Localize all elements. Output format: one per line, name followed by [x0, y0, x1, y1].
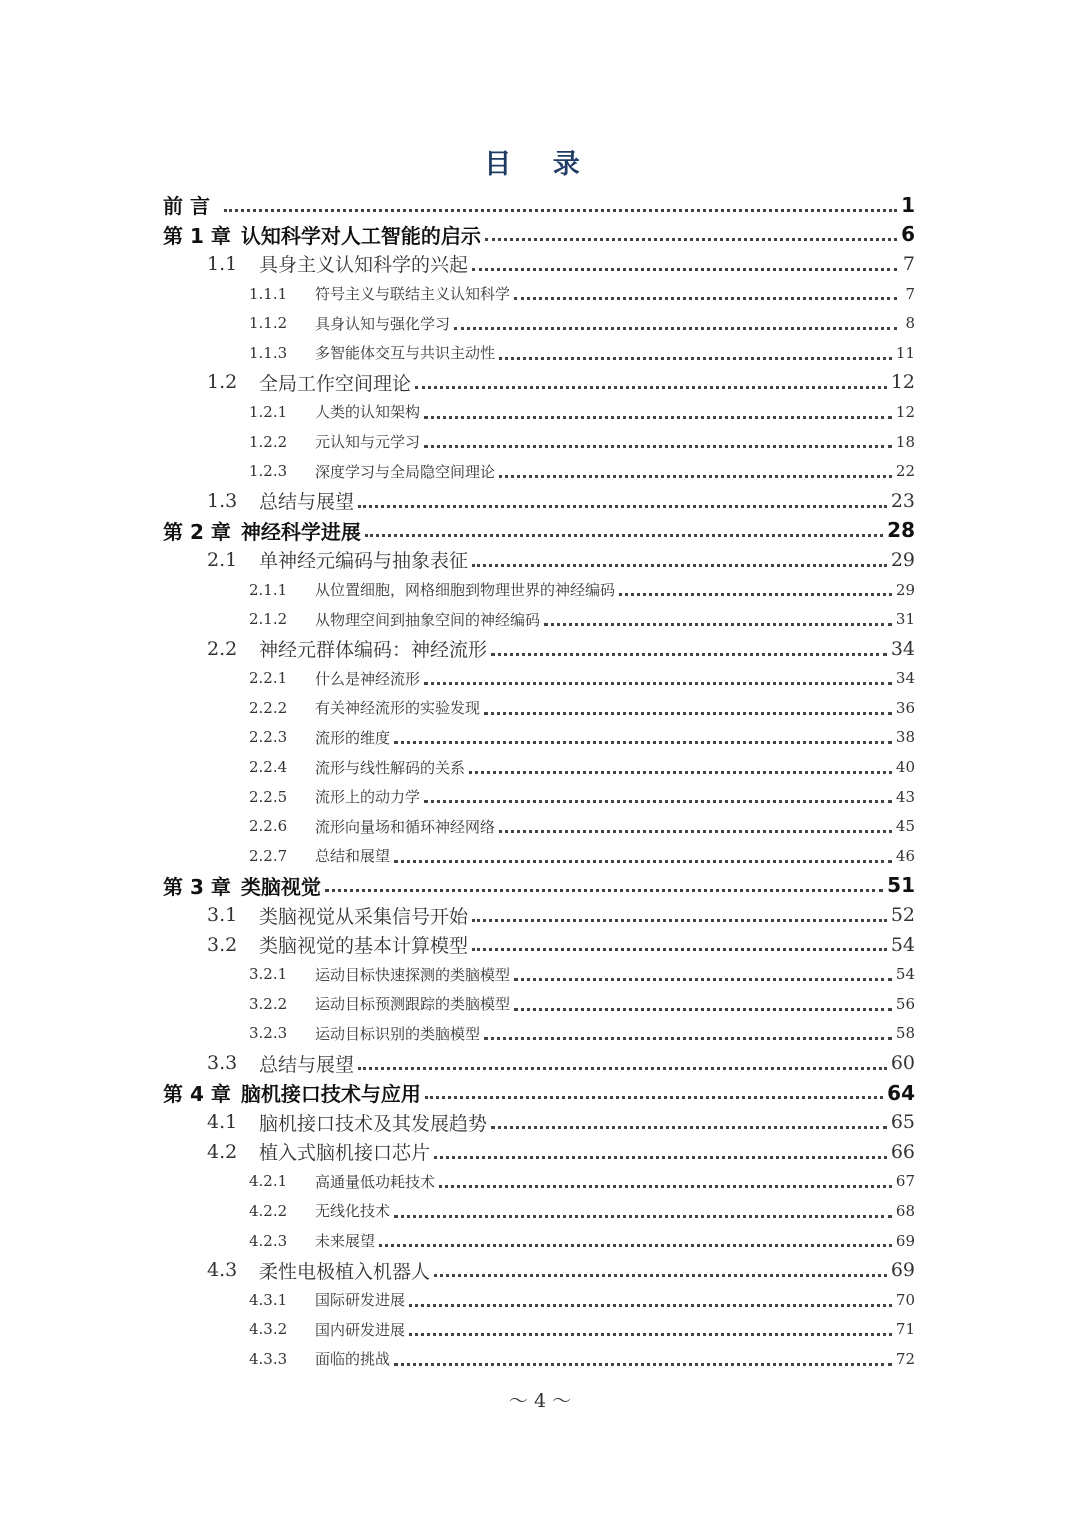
toc-entry[interactable] — [163, 1344, 915, 1374]
toc-entry-title: 流形上的动力学 — [315, 788, 421, 807]
toc-entry[interactable] — [163, 279, 915, 309]
toc-entry-title: 总结与展望 — [259, 1053, 355, 1076]
toc-entry-page: 7 — [902, 252, 915, 275]
toc-entry-title: 总结和展望 — [315, 847, 391, 866]
toc-entry-title: 国际研发进展 — [315, 1291, 406, 1310]
toc-entry[interactable] — [163, 693, 915, 723]
dot-leader — [424, 416, 892, 419]
toc-entry-page: 66 — [890, 1140, 915, 1163]
toc-entry-title: 植入式脑机接口芯片 — [259, 1142, 431, 1165]
toc-entry-title: 从物理空间到抽象空间的神经编码 — [315, 610, 541, 629]
toc-entry-number: 2.2 — [207, 637, 238, 660]
toc-entry-number: 1.2 — [207, 371, 238, 394]
toc-entry-number: 2.1.1 — [249, 580, 288, 599]
toc-entry-number: 4.2.3 — [249, 1231, 288, 1250]
toc-entry-title: 类脑视觉 — [240, 874, 321, 899]
toc-entry-page: 69 — [895, 1231, 915, 1250]
toc-entry-number: 4.1 — [207, 1111, 238, 1134]
dot-leader — [544, 623, 892, 626]
dot-leader — [409, 1304, 892, 1307]
toc-entry-page: 69 — [890, 1259, 915, 1282]
dot-leader — [469, 771, 892, 774]
toc-entry-page: 67 — [895, 1172, 915, 1191]
toc-entry-title: 类脑视觉的基本计算模型 — [259, 935, 469, 958]
dot-leader — [394, 1215, 892, 1218]
toc-entry[interactable] — [163, 664, 915, 694]
toc-entry-number: 4.2 — [207, 1140, 238, 1163]
dot-leader — [499, 830, 892, 833]
toc-entry-number: 2.1 — [207, 548, 238, 571]
toc-entry-number: 4.3.2 — [249, 1320, 288, 1339]
toc-entry-page: 8 — [905, 314, 915, 333]
toc-entry-number: 前 言 — [163, 194, 210, 219]
toc-entry[interactable] — [163, 782, 915, 812]
dot-leader — [434, 1274, 887, 1277]
toc-entry-page: 18 — [895, 432, 915, 451]
toc-entry-number: 第 2 章 — [163, 519, 231, 544]
toc-entry-title: 多智能体交互与共识主动性 — [315, 344, 496, 363]
toc-entry-title: 流形与线性解码的关系 — [315, 758, 466, 777]
toc-entry-title: 人类的认知架构 — [315, 403, 421, 422]
toc-entry-page: 72 — [895, 1349, 915, 1368]
toc-entry-title: 有关神经流形的实验发现 — [315, 699, 481, 718]
dot-leader — [409, 1333, 892, 1336]
toc-entry-number: 1.3 — [207, 489, 238, 512]
toc-entry[interactable] — [163, 1167, 915, 1197]
toc-entry-number: 3.1 — [207, 904, 238, 927]
dot-leader — [365, 534, 883, 537]
toc-entry-title: 具身主义认知科学的兴起 — [259, 254, 469, 277]
toc-entry[interactable] — [163, 811, 915, 841]
toc-entry-title: 国内研发进展 — [315, 1320, 406, 1339]
toc-entry[interactable] — [163, 308, 915, 338]
toc-entry[interactable] — [163, 249, 915, 279]
toc-entry[interactable] — [163, 1226, 915, 1256]
toc-entry-number: 4.2.2 — [249, 1201, 288, 1220]
toc-entry[interactable] — [163, 397, 915, 427]
toc-entry-page: 31 — [895, 610, 915, 629]
toc-entry-page: 29 — [895, 580, 915, 599]
toc-entry-number: 4.2.1 — [249, 1172, 288, 1191]
toc-entry-page: 60 — [890, 1052, 915, 1075]
dot-leader — [514, 297, 897, 300]
toc-entry-number: 1.2.1 — [249, 402, 288, 421]
dot-leader — [424, 445, 892, 448]
toc-entry-page: 40 — [895, 758, 915, 777]
toc-entry-title: 全局工作空间理论 — [259, 372, 412, 395]
dot-leader — [454, 327, 897, 330]
toc-entry-title: 柔性电极植入机器人 — [259, 1260, 431, 1283]
toc-entry-number: 1.2.2 — [249, 432, 288, 451]
dot-leader — [379, 1244, 892, 1247]
toc-entry-page: 34 — [890, 637, 915, 660]
toc-entry-page: 46 — [895, 846, 915, 865]
toc-entry-number: 2.2.3 — [249, 728, 288, 747]
toc-entry[interactable] — [163, 1255, 915, 1285]
toc-entry-number: 第 3 章 — [163, 874, 231, 899]
toc-entry-title: 脑机接口技术及其发展趋势 — [259, 1112, 488, 1135]
dot-leader — [358, 505, 887, 508]
toc-entry-page: 68 — [895, 1201, 915, 1220]
toc-entry-page: 43 — [895, 787, 915, 806]
toc-entry[interactable] — [163, 368, 915, 398]
toc-entry[interactable] — [163, 1196, 915, 1226]
toc-entry[interactable] — [163, 1048, 915, 1078]
toc-entry-title: 高通量低功耗技术 — [315, 1172, 436, 1191]
toc-entry-title: 神经科学进展 — [240, 519, 361, 544]
toc-entry[interactable] — [163, 516, 915, 546]
dot-leader — [439, 1185, 892, 1188]
toc-entry[interactable] — [163, 841, 915, 871]
toc-entry-number: 2.1.2 — [249, 610, 288, 629]
dot-leader — [484, 712, 892, 715]
dot-leader — [394, 741, 892, 744]
toc-entry[interactable] — [163, 959, 915, 989]
dot-leader — [491, 653, 887, 656]
toc-entry-title: 符号主义与联结主义认知科学 — [315, 285, 511, 304]
toc-entry-title: 总结与展望 — [259, 491, 355, 514]
toc-entry-page: 12 — [895, 402, 915, 421]
toc-entry-title: 运动目标预测跟踪的类脑模型 — [315, 995, 511, 1014]
toc-entry-page: 45 — [895, 817, 915, 836]
toc-entry-number: 第 1 章 — [163, 223, 231, 248]
toc-entry[interactable] — [163, 1285, 915, 1315]
toc-entry-page: 28 — [887, 518, 915, 543]
toc-entry-title: 具身认知与强化学习 — [315, 314, 451, 333]
toc-entry[interactable] — [163, 752, 915, 782]
dot-leader — [425, 1096, 883, 1099]
toc-entry[interactable] — [163, 486, 915, 516]
toc-entry-page: 56 — [895, 994, 915, 1013]
dot-leader — [224, 209, 897, 212]
toc-entry[interactable] — [163, 900, 915, 930]
toc-entry-title: 脑机接口技术与应用 — [240, 1082, 421, 1107]
toc-entry-number: 4.3.1 — [249, 1290, 288, 1309]
toc-entry-page: 64 — [887, 1080, 915, 1105]
dot-leader — [472, 919, 887, 922]
toc-entry[interactable] — [163, 930, 915, 960]
dot-leader — [491, 1126, 887, 1129]
toc-entry[interactable] — [163, 1019, 915, 1049]
toc-entry[interactable] — [163, 989, 915, 1019]
toc-entry-number: 1.1.2 — [249, 314, 288, 333]
toc-entry[interactable] — [163, 1137, 915, 1167]
toc-entry-title: 运动目标识别的类脑模型 — [315, 1024, 481, 1043]
toc-entry-page: 71 — [895, 1320, 915, 1339]
toc-entry[interactable] — [163, 456, 915, 486]
dot-leader — [472, 564, 887, 567]
toc-entry-page: 36 — [895, 698, 915, 717]
dot-leader — [499, 475, 892, 478]
toc-entry-number: 3.2 — [207, 933, 238, 956]
toc-entry-number: 4.3.3 — [249, 1349, 288, 1368]
toc-entry-title: 认知科学对人工智能的启示 — [240, 223, 481, 248]
toc-entry[interactable] — [163, 1315, 915, 1345]
toc-entry[interactable] — [163, 723, 915, 753]
toc-entry-page: 6 — [901, 222, 915, 247]
toc-entry-number: 3.2.3 — [249, 1024, 288, 1043]
page-number-footer: ～ 4 ～ — [508, 1390, 572, 1412]
toc-entry-title: 面临的挑战 — [315, 1350, 391, 1369]
dot-leader — [424, 800, 892, 803]
dot-leader — [499, 357, 892, 360]
dot-leader — [394, 860, 892, 863]
toc-entry-page: 54 — [890, 933, 915, 956]
dot-leader — [619, 593, 892, 596]
toc-entry[interactable] — [163, 220, 915, 250]
toc-entry-number: 1.2.3 — [249, 462, 288, 481]
toc-entry[interactable] — [163, 575, 915, 605]
toc-entry-number: 第 4 章 — [163, 1082, 231, 1107]
toc-entry-page: 54 — [895, 965, 915, 984]
toc-entry-page: 12 — [890, 371, 915, 394]
toc-entry[interactable] — [163, 871, 915, 901]
toc-entry-number: 1.1.3 — [249, 343, 288, 362]
toc-entry-title: 流形向量场和循环神经网络 — [315, 817, 496, 836]
toc-entry-number: 3.3 — [207, 1052, 238, 1075]
toc-entry-title: 从位置细胞，网格细胞到物理世界的神经编码 — [315, 581, 616, 600]
toc-entry-title: 单神经元编码与抽象表征 — [259, 550, 469, 573]
toc-entry-title: 神经元群体编码：神经流形 — [259, 639, 488, 662]
toc-entry-page: 1 — [901, 192, 915, 217]
toc-entry-number: 2.2.6 — [249, 817, 288, 836]
toc-entry-number: 4.3 — [207, 1259, 238, 1282]
toc-entry-page: 52 — [890, 904, 915, 927]
toc-entry[interactable] — [163, 604, 915, 634]
toc-entry[interactable] — [163, 1107, 915, 1137]
toc-entry-number: 3.2.1 — [249, 965, 288, 984]
toc-entry-page: 23 — [890, 489, 915, 512]
toc-entry-number: 1.1 — [207, 252, 238, 275]
dot-leader — [472, 268, 897, 271]
toc-entry-page: 65 — [890, 1111, 915, 1134]
toc-entry-number: 2.2.2 — [249, 698, 288, 717]
toc-entry-page: 29 — [890, 548, 915, 571]
toc-entry-number: 2.2.4 — [249, 758, 288, 777]
dot-leader — [434, 1156, 887, 1159]
toc-entry[interactable] — [163, 634, 915, 664]
toc-entry-title: 什么是神经流形 — [315, 669, 421, 688]
toc-entry-number: 2.2.7 — [249, 846, 288, 865]
toc-entry-title: 运动目标快速探测的类脑模型 — [315, 965, 511, 984]
toc-entry-page: 51 — [887, 873, 915, 898]
toc-entry-number: 2.2.5 — [249, 787, 288, 806]
dot-leader — [472, 948, 887, 951]
page-title: 目 录 — [484, 149, 596, 180]
toc-entry-page: 38 — [895, 728, 915, 747]
toc-entry[interactable] — [163, 427, 915, 457]
dot-leader — [358, 1067, 887, 1070]
toc-entry-title: 流形的维度 — [315, 728, 391, 747]
toc-entry-title: 未来展望 — [315, 1232, 376, 1251]
dot-leader — [514, 978, 892, 981]
toc-entry-page: 70 — [895, 1290, 915, 1309]
toc-entry-title: 元认知与元学习 — [315, 433, 421, 452]
toc-entry-page: 58 — [895, 1024, 915, 1043]
dot-leader — [415, 386, 887, 389]
toc-entry-page: 22 — [895, 462, 915, 481]
toc-entry[interactable] — [163, 545, 915, 575]
toc-entry-title: 类脑视觉从采集信号开始 — [259, 905, 469, 928]
dot-leader — [325, 889, 883, 892]
toc-entry[interactable] — [163, 338, 915, 368]
toc-entry-number: 2.2.1 — [249, 669, 288, 688]
toc-entry[interactable] — [163, 190, 915, 220]
table-of-contents — [163, 190, 915, 1374]
dot-leader — [514, 1008, 892, 1011]
dot-leader — [394, 1363, 892, 1366]
toc-entry-page: 11 — [895, 343, 915, 362]
toc-entry-page: 7 — [905, 284, 915, 303]
toc-entry[interactable] — [163, 1078, 915, 1108]
dot-leader — [485, 238, 897, 241]
toc-entry-number: 3.2.2 — [249, 994, 288, 1013]
dot-leader — [424, 682, 892, 685]
dot-leader — [484, 1037, 892, 1040]
toc-entry-number: 1.1.1 — [249, 284, 288, 303]
toc-entry-page: 34 — [895, 669, 915, 688]
toc-entry-title: 深度学习与全局隐空间理论 — [315, 462, 496, 481]
toc-entry-title: 无线化技术 — [315, 1202, 391, 1221]
